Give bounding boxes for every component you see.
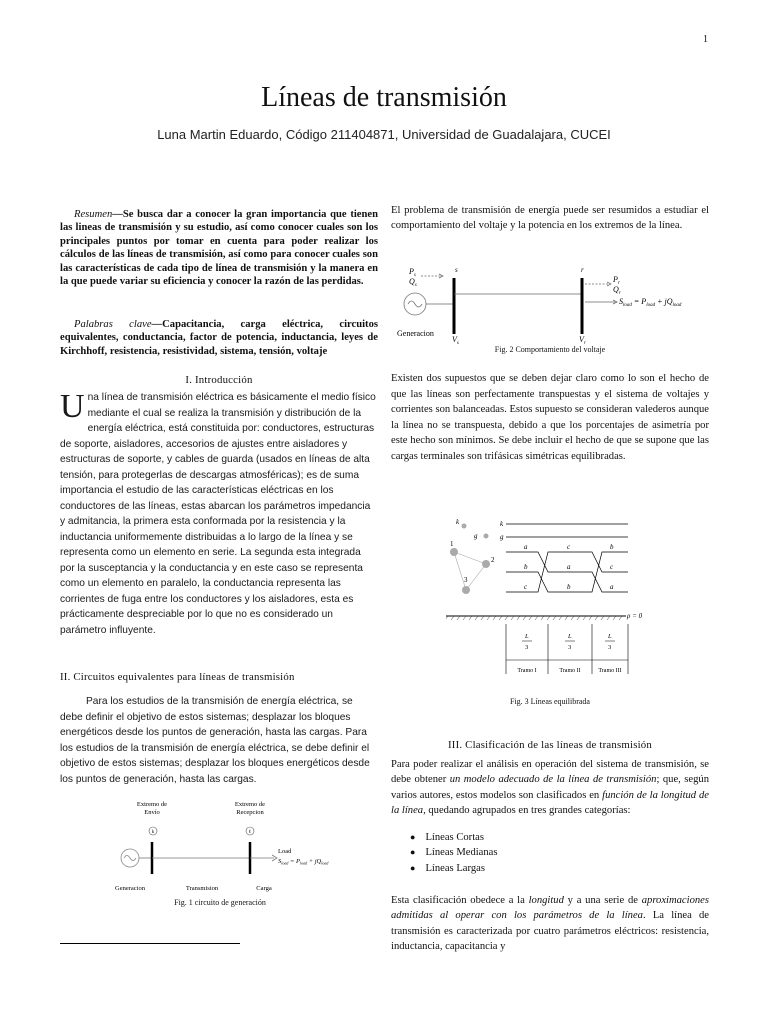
fig3-cross-k (462, 524, 467, 529)
figure3-caption: Fig. 3 Líneas equilibrada (510, 697, 590, 706)
abstract-text: —Se busca dar a conocer la gran importancia que tienen las lineas de transmisión y su estudio, así como conocer cuales son los principales puntos por tomar en cuenta para poder realizar los cálculos de las líneas de transmisión, así como para conocer cuales son las características de cada tipo de línea de transmisión y la manera en la que puede variar su eficiencia y conocer la razón de las perdidas. (60, 209, 378, 288)
fig3-L2: L (568, 633, 572, 640)
fig3-rho: ρ = 0 (627, 612, 643, 620)
fig1-trans-label: Transmision (185, 885, 219, 892)
fig2-vs: $V_s$ (452, 335, 459, 344)
fig1-load-eq: $S_{load} = P_{load} + jQ_{load}$ (278, 858, 329, 866)
page-number: 1 (703, 34, 708, 45)
figure1-diagram (104, 798, 344, 896)
section1-text: na línea de transmisión eléctrica es básicamente el medio físico mediante el cual se realiza la transmisión y distribución de la energía eléctrica, está constituida por: conductores, estructuras de soporte, aisladores, accesorios de ajustes entre aisladores y estructuras de soporte, y cables de guarda (usados en líneas de alta tensión, para protegerlas de descargas atmosféricas); es de suma importancia el estudio de las características eléctricas en los conductores de las líneas, estas abarcan los parámetros impedancia y admitancia, la primera esta conformada por la resistencia y la inductancia uniformemente distribuidas a lo largo de la línea y se representa como un elemento en serie. La segunda esta integrada por la susceptancia y la conductancia y en este caso se representa como un elemento en paralelo, la conductancia representa las corrientes de fuga entre los conductores y los aisladores, esta es prácticamente despreciable por lo que no es considerado un parámetro influyente. (60, 392, 376, 636)
fig1-recv-label2: Recepcion (236, 809, 264, 816)
keywords-text: —Capacitancia, carga eléctrica, circuitos equivalentes, conductancia, factor de potencia, inductancia, leyes de Kirchhoff, resistencia, resistividad, sistema, tensión, voltaje (60, 319, 379, 357)
fig2-gen-label: Generacion (397, 329, 434, 338)
fig3-tramo3: Tramo III (598, 668, 622, 674)
fig1-node-l-label: ℓ (248, 830, 252, 835)
list-item: ● Líneas Medianas (410, 845, 498, 860)
fig1-gen-label: Generacion (115, 885, 145, 892)
fig1-node-k-label: k (151, 830, 155, 835)
fig3-label-a1: a (524, 543, 528, 551)
fig2-qs: $Q_s$ (409, 277, 417, 288)
fig3-L1: L (525, 633, 529, 640)
fig1-send-label: Extremo de (136, 801, 168, 808)
fig2-ps: $P_s$ (409, 267, 416, 278)
fig2-s: s (455, 266, 458, 274)
fig2-vr: $V_r$ (579, 335, 586, 344)
paper-title: Líneas de transmisión (261, 82, 507, 113)
figure2-caption: Fig. 2 Comportamiento del voltaje (494, 345, 606, 354)
fig1-recv-label: Extremo de (234, 801, 266, 808)
fig3-label-b3: b (610, 543, 614, 551)
section2-text: Para los estudios de la transmisión de energía eléctrica, se debe definir el objetivo de estos sistemas; desplazar los bloques energéticos desde los puntos de generación, hasta las cargas. Para los estudios de la transmisión de energía eléctrica, se debe definir el objetivo de estos sistemas; desplazar los bloques energéticos desde los puntos de generación, hasta las cargas. (60, 696, 370, 785)
fig3-tramo2: Tramo II (559, 668, 581, 674)
s3-text-d: función de la longitud de la línea (391, 789, 709, 817)
fig3-k: k (500, 520, 504, 528)
list-item: ● Líneas Largas (410, 861, 498, 876)
fig3-three3: 3 (608, 644, 612, 651)
fig3-g-a: g (474, 532, 478, 540)
fig3-label-c1: c (524, 583, 528, 591)
fig2-qr: $Q_r$ (613, 285, 621, 296)
fig3-n1: 1 (450, 540, 454, 548)
fig2-sload: $S_{load} = P_{load} + jQ_{load}$ (619, 297, 682, 308)
fig2-r: r (581, 266, 584, 274)
section2-heading: II. Circuitos equivalentes para líneas de transmisión (60, 671, 295, 683)
fig3-tramo1: Tramo I (517, 668, 537, 674)
s3-text-c: ; que, según varios autores, estos modelos son clasificados en (391, 774, 710, 801)
fig3-L3: L (608, 633, 612, 640)
fig3-label-a3: a (610, 583, 614, 591)
right-paragraph-1: El problema de transmisión de energía puede ser resumidos a estudiar el comportamiento del voltaje y la potencia en los extremos de la línea. (391, 205, 709, 231)
category-list (410, 830, 498, 876)
fig1-carga-label: Carga (256, 885, 272, 892)
section3-heading: III. Clasificación de las líneas de transmisión (448, 739, 652, 751)
fig3-cross-g (484, 534, 489, 539)
fig1-send-label2: Envío (144, 809, 160, 816)
fig3-n2: 2 (491, 556, 495, 564)
fig3-g: g (500, 533, 504, 541)
fig3-n3: 3 (464, 576, 468, 584)
s3-text-e: , quedando agrupados en tres grandes categorías: (423, 805, 631, 817)
right-paragraph-2: Existen dos supuestos que se deben dejar claro como lo son el hecho de que las líneas son perfectamente transpuestas y el sistema de voltajes y corrientes son balanceadas. Estos supuesto se consideran valederos aunque la línea no se transpuesta, debido a que los porcentajes de asimetría por este hecho son mínimos. Se debe incluir el hecho de que se supone que las cargas terminales son trifásicas simétricas equilibradas. (391, 373, 709, 462)
figure2-diagram (395, 258, 707, 344)
s3-q-a: Esta clasificación obedece a la (391, 895, 529, 906)
fig3-k-a: k (456, 518, 460, 526)
fig3-label-b1: b (524, 563, 528, 571)
figure3-diagram (446, 512, 658, 682)
s3-q-d: aproximaciones admitidas al operar con los parámetros de la línea (391, 895, 709, 922)
abstract-lead: Resumen (74, 209, 113, 220)
footnote-rule (60, 943, 240, 944)
keywords-lead: Palabras clave (74, 319, 152, 330)
s3-text-b: un modelo adecuado de la línea de transmisión (449, 774, 657, 786)
s3-q-e: . La línea de transmisión es caracterizada por cuatro parámetros eléctricos: resistencia, inductancia, capacitancia y (391, 910, 709, 953)
figure1-caption: Fig. 1 circuito de generación (174, 898, 266, 907)
s3-text-a: Para poder realizar el análisis en operación del sistema de transmisión, se debe obtener (391, 759, 709, 786)
s3-q-c: y a una serie de (563, 895, 642, 906)
section1-body (60, 390, 378, 638)
fig3-three1: 3 (525, 644, 529, 651)
dropcap: U (60, 388, 85, 425)
section3-paragraph-1 (391, 757, 709, 819)
fig2-pr: $P_r$ (613, 275, 620, 286)
section3-paragraph-2 (391, 893, 709, 955)
fig3-label-b2: b (567, 583, 571, 591)
fig3-label-a2: a (567, 563, 571, 571)
fig3-label-c2: c (567, 543, 571, 551)
section1-heading: I. Introducción (185, 374, 253, 386)
s3-q-b: longitud (528, 895, 564, 906)
fig1-load-label: Load (278, 848, 292, 855)
fig3-three2: 3 (568, 644, 572, 651)
fig3-label-c3: c (610, 563, 614, 571)
keywords (60, 318, 378, 358)
paper-authors: Luna Martin Eduardo, Código 211404871, Universidad de Guadalajara, CUCEI (157, 127, 611, 142)
list-item: ● Líneas Cortas (410, 830, 498, 845)
abstract (60, 208, 378, 288)
